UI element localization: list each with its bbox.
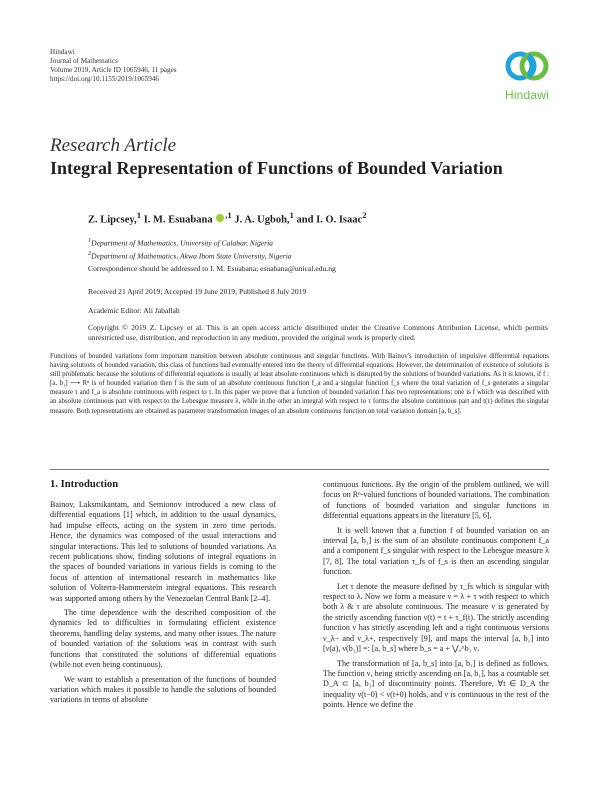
correspondence: Correspondence should be addressed to I. M. Esuabana; esuabana@unical.edu.ng (88, 264, 336, 273)
doi-link[interactable]: https://doi.org/10.1155/2019/1065946 (50, 75, 160, 83)
paragraph: Bainov, Laksmikantam, and Semionov introduced a new class of differential equations [1] which, in addition to the usual dynamics, had impulse effects, acting on the system in zero time periods. Hence, the dynamics was composed of the usual interactions and singular interactions. This led to solutions of bounded variations. As recent publications show, finding solutions of integral equations in the spaces of bounded variations in various fields is coming to the focus of attention of international research in mathematics like solution of Volterra-Hammerstein integral equations. This research was supported among others by the Venezuelan Central Bank [2–4]. (50, 500, 276, 603)
logo-text: Hindawi (504, 88, 550, 102)
abstract (50, 352, 549, 416)
author-name: I. O. Isaac (316, 214, 363, 226)
author-name: J. A. Ugboh, (234, 214, 290, 226)
publication-dates: Received 21 April 2019; Accepted 19 June 2019; Published 8 July 2019 (88, 287, 307, 296)
abstract-text: Functions of bounded variations form important transition between absolute continuous and singular functions. With Bainov's introduction of impulsive differential equations having solutions of bounded variation, this class of functions had eventually entered into the theory of differential equations. However, the determination of existence of solutions is still problematic because the solutions of differential equations is usually at least absolute continuous which is disrupted by the solutions of bounded variations. As it is known, if f : [a, b₁] ⟶ Rⁿ is of bounded variation then f is the sum of an absolute continuous function f_a and a singular function f_s where the total variation of f_s generates a singular measure τ and f_a is absolute continuous with respect to τ. In this paper we prove that a function of bounded variation f has two representations: one is f which was described with an absolute continuous part with respect to the Lebesgue measure λ, while in the other an integral with respect to τ forms the absolute continuous part and t(τ) defines the singular measure. Both representations are obtained as parameter transformation images of an absolute continuous function on total variation domain [a, b_s]. (50, 353, 549, 415)
paragraph: We want to establish a presentation of the functions of bounded variation which makes it possible to handle the solutions of bounded variations in terms of absolute (50, 674, 276, 705)
section-heading: 1. Introduction (50, 479, 119, 490)
author-affil-sup: 2 (362, 210, 367, 220)
left-column (50, 500, 276, 710)
paragraph: Let τ denote the measure defined by τ_fs which is singular with respect to λ. Now we form a measure ν = λ + τ with respect to which both λ & τ are absolute continuous. The measure ν is generated by the strictly ascending function ν(t) = t + τ_f(t). The strictly ascending function ν has strictly ascending left and a right continuous versions ν_λ− and ν_λ+, respectively [9], and maps the interval [a, b₁] into [ν(a), ν(b₁)] =: [a, b_s] where b_s = a + ⋁ₐ^b₁ ν. (323, 581, 549, 654)
academic-editor: Academic Editor: Ali Jaballah (88, 306, 180, 315)
copyright-notice: Copyright © 2019 Z. Lipcsey et al. This is an open access article distributed under the Creative Commons Attribution License, which permits unrestricted use, distribution, and reproduction in any medium, provided the original work is properly cited. (88, 323, 548, 343)
hindawi-rings-icon (502, 46, 552, 86)
journal-meta (50, 48, 177, 84)
journal-name: Journal of Mathematics (50, 57, 118, 65)
paragraph: continuous functions. By the origin of the problem outlined, we will focus on Rⁿ-valued functions of bounded variations. The combination of functions of bounded variation and singular functions in differential equations appears in the literature [5, 6]. (323, 480, 549, 521)
section-divider (50, 469, 549, 470)
volume-info: Volume 2019, Article ID 1065946, 11 pages (50, 66, 177, 74)
paragraph: The transformation of [a, b_s] into [a, b₁] is defined as follows. The function ν, being strictly ascending on [a, b₁], has a countable set D_A ⊂ [a, b₁] of discontinuity points. Therefore, ∀t ∈ D_A the inequality ν(t−0) < ν(t+0) holds, and ν is continuous in the rest of the points. Hence we define the (323, 658, 549, 710)
author-name: Z. Lipcsey, (88, 214, 137, 226)
author-conjunction: and (296, 214, 314, 226)
author-affil-sup: 1 (136, 210, 142, 220)
hindawi-logo (496, 46, 558, 106)
orcid-icon[interactable] (216, 214, 224, 222)
paragraph: It is well known that a function f of bounded variation on an interval [a, b₁] is the sum of an absolute continuous component f_a and a component f_s singular with respect to the Lebesgue measure λ [7, 8]. The total variation τ_fs of f_s is then an ascending singular function. (323, 525, 549, 577)
affiliations (88, 236, 548, 261)
author-affil-sup: 1 (289, 210, 294, 220)
author-affil-sup: ,1 (225, 210, 232, 220)
article-title: Integral Representation of Functions of Bounded Variation (50, 158, 503, 178)
publisher-name: Hindawi (50, 48, 75, 56)
right-column (323, 480, 549, 715)
paragraph: The time dependence with the described composition of the dynamics led to difficulties in formulating efficient existence theorems, handling delay systems, and many other issues. The nature of bounded variation of the solutions was in contrast with such functions that constituted the solutions of differential equations (while not even being continuous). (50, 608, 276, 670)
affiliation-line: $^2$Department of Mathematics, Akwa Ibom State University, Nigeria (88, 249, 292, 261)
author-list (88, 210, 367, 226)
article-type: Research Article (50, 135, 177, 156)
author-name: I. M. Esuabana (143, 214, 213, 226)
affiliation-line: $^1$Department of Mathematics, University of Calabar, Nigeria (88, 237, 273, 248)
